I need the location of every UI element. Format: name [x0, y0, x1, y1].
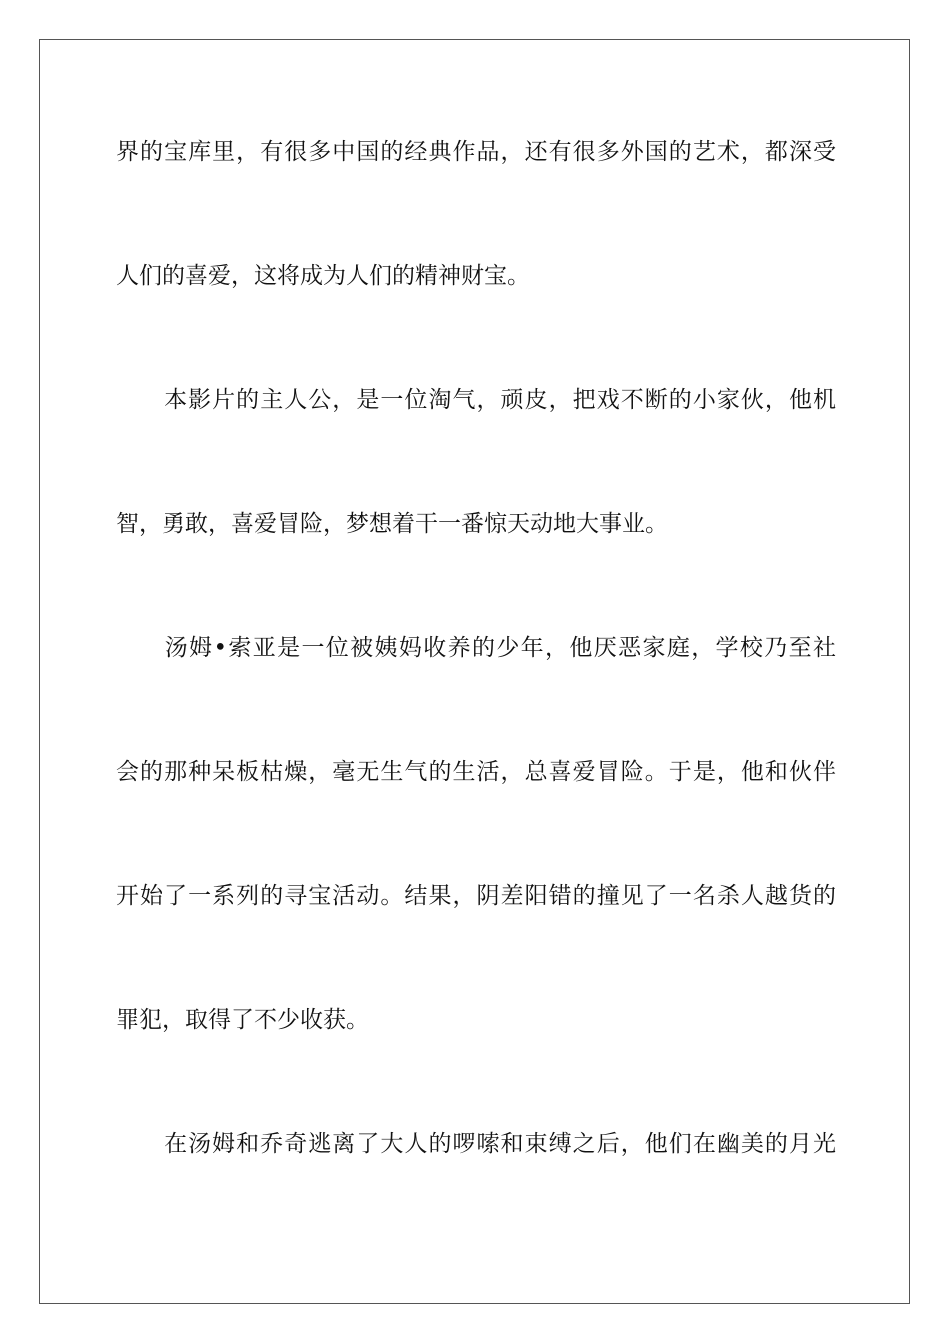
text-line: 罪犯，取得了不少收获。 — [116, 1007, 369, 1033]
text-line: 界的宝库里，有很多中国的经典作品，还有很多外国的艺术，都深受 — [116, 139, 836, 165]
text-line: 本影片的主人公，是一位淘气，顽皮，把戏不断的小家伙，他机 — [116, 387, 836, 413]
text-line: 智，勇敢，喜爱冒险，梦想着干一番惊天动地大事业。 — [116, 511, 668, 537]
text-line: 在汤姆和乔奇逃离了大人的啰嗦和束缚之后，他们在幽美的月光 — [116, 1131, 836, 1157]
document-body — [116, 126, 836, 1242]
text-line: 会的那种呆板枯燥，毫无生气的生活，总喜爱冒险。于是，他和伙伴 — [116, 759, 836, 785]
text-line: 汤姆•索亚是一位被姨妈收养的少年，他厌恶家庭，学校乃至社 — [116, 635, 836, 661]
text-line: 开始了一系列的寻宝活动。结果，阴差阳错的撞见了一名杀人越货的 — [116, 883, 836, 909]
text-line: 人们的喜爱，这将成为人们的精神财宝。 — [116, 263, 530, 289]
